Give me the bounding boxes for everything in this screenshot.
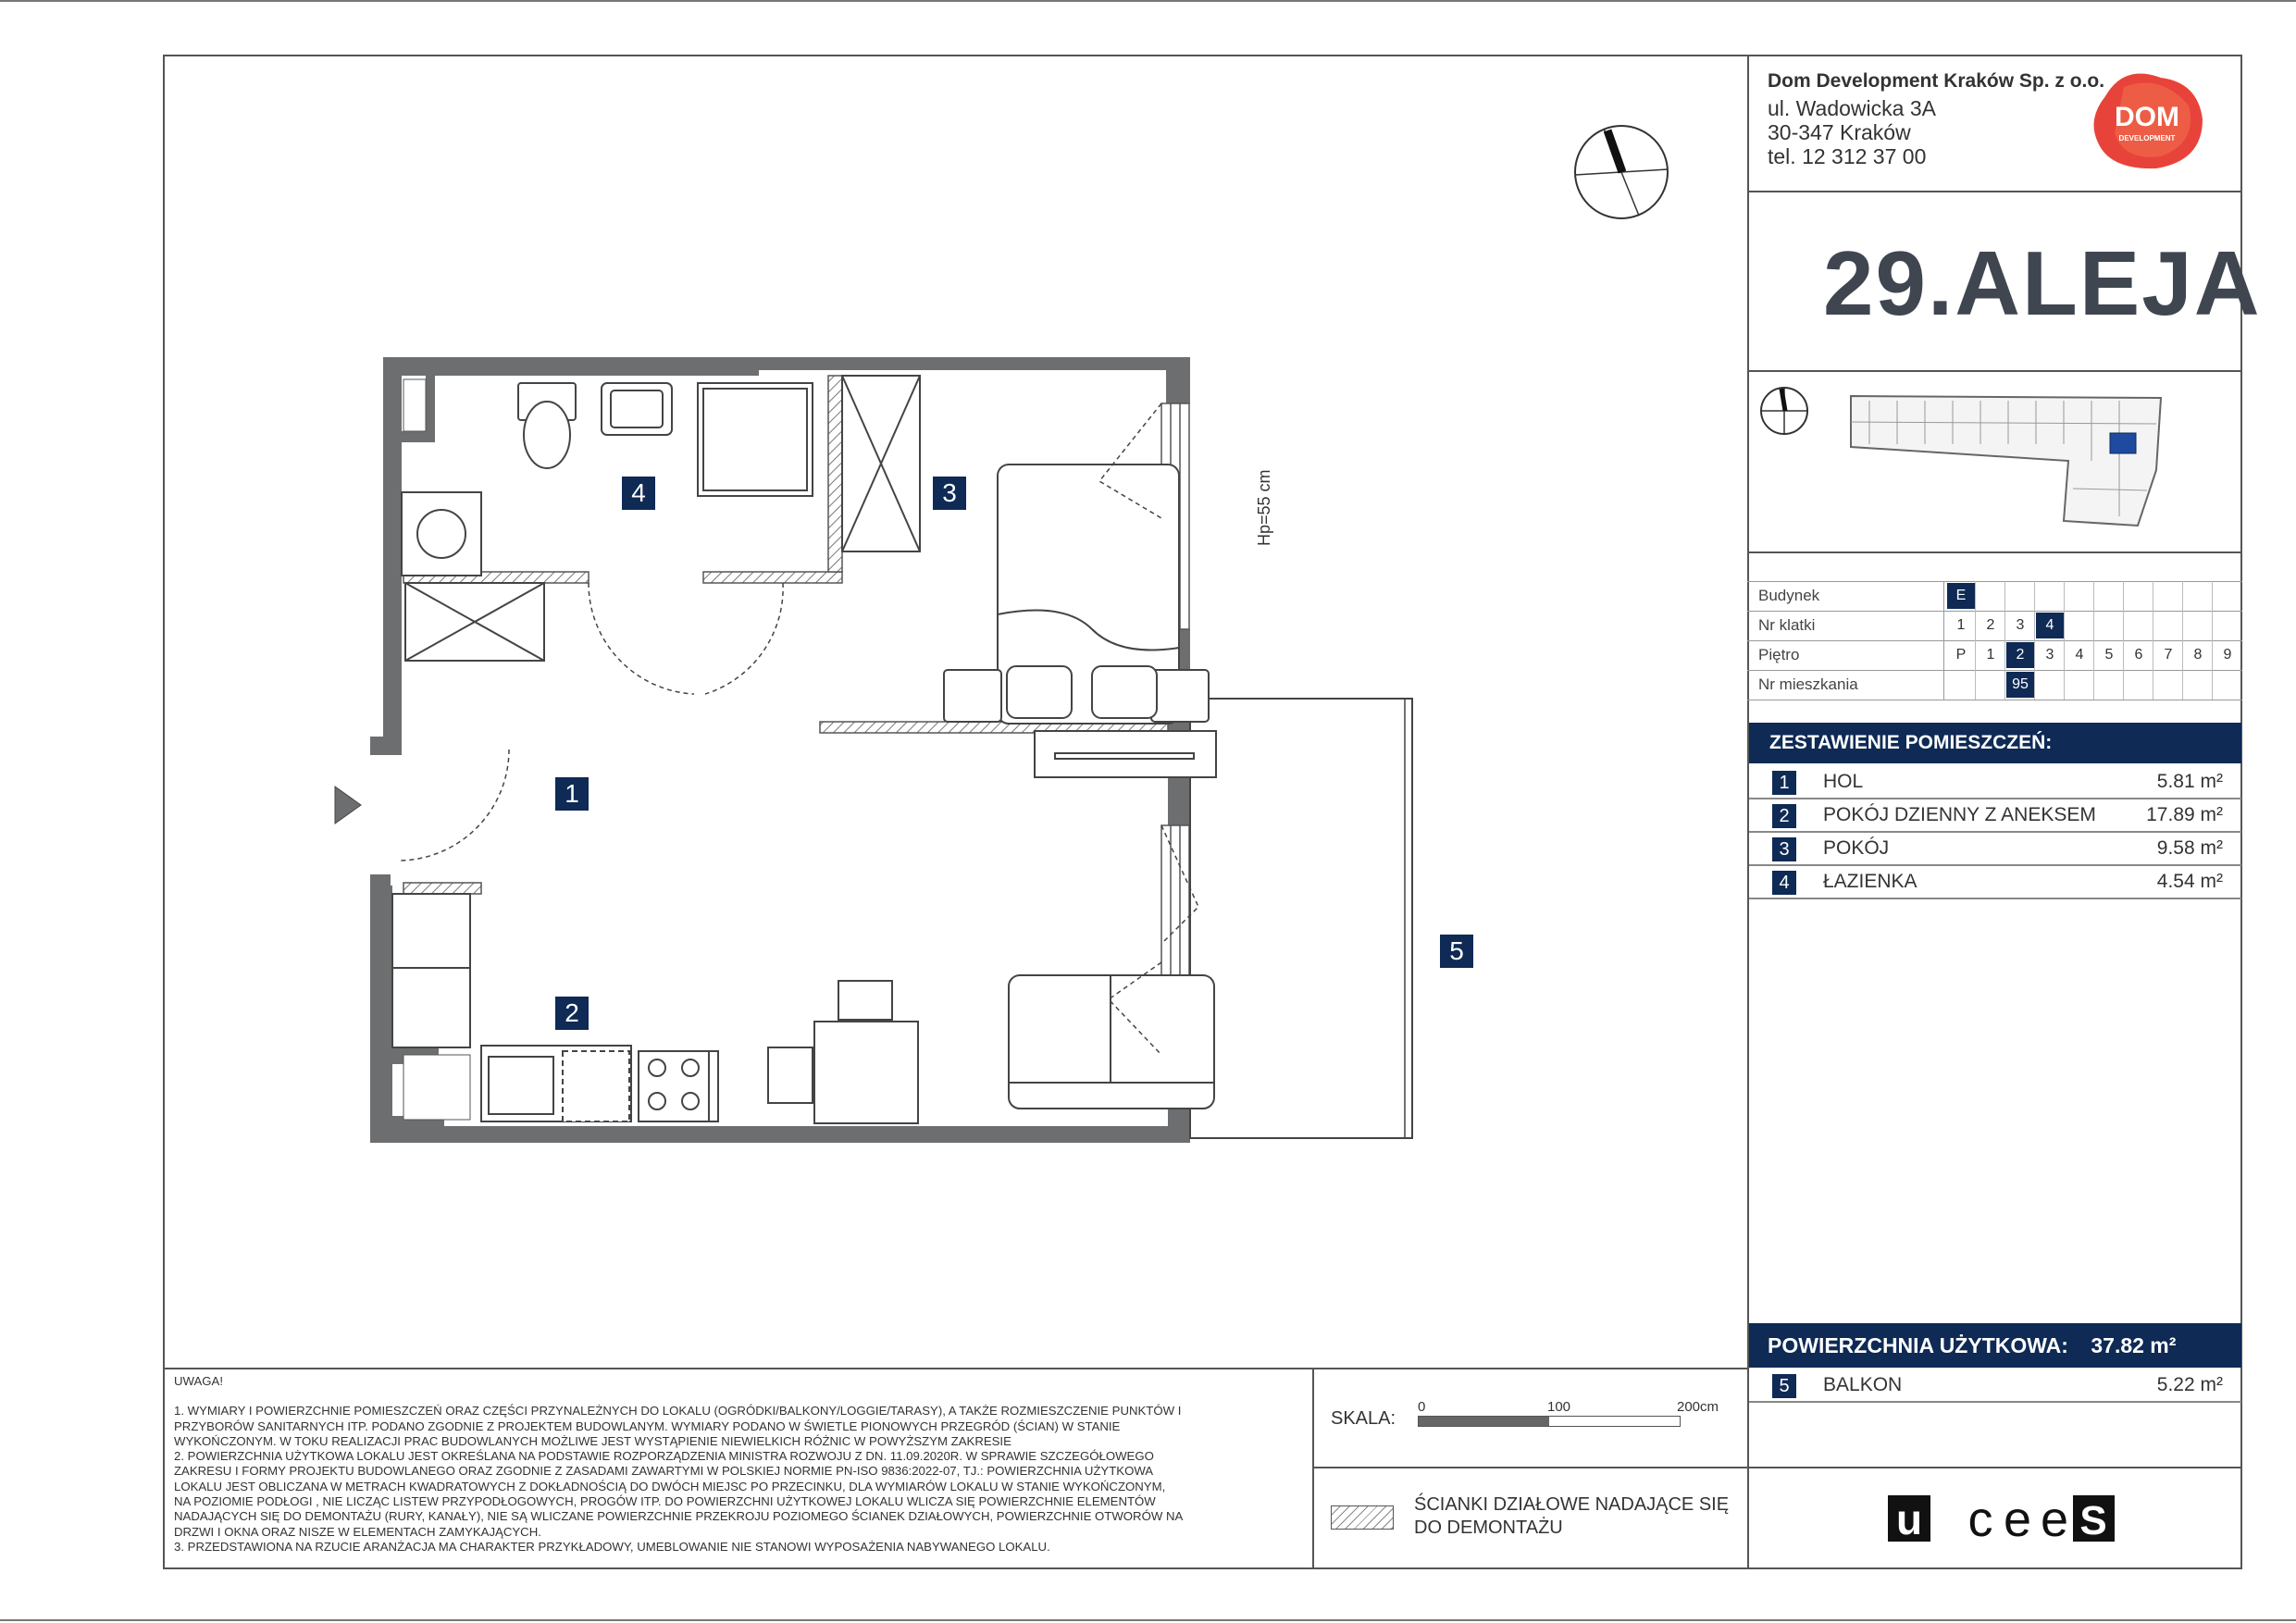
- svg-text:u: u: [1895, 1495, 1923, 1543]
- balcony-row: [1749, 1369, 2241, 1403]
- room-row-1: [1749, 766, 2241, 799]
- building-key-plan: [1842, 387, 2166, 535]
- note-line: 3. PRZEDSTAWIONA NA RZUCIE ARANŻACJA MA CHARAKTER PRZYKŁADOWY, UMEBLOWANIE NIE STANOWI WYPOSAŻENIA NABYWANEGO LOKALU.: [174, 1539, 1050, 1554]
- note-line: WYKOŃCZONYM. W TOKU REALIZACJI PRAC BUDOWLANYCH MOŻLIWE JEST WYSTĄPIENIE NIEWIELKICH RÓŻNIC W POWYŻSZYM ZAKRESIE: [174, 1433, 1011, 1448]
- ucees-logo: [1888, 1492, 2115, 1545]
- company-street: ul. Wadowicka 3A: [1768, 96, 1936, 120]
- floor-9: 9: [2223, 647, 2232, 663]
- apartment-label: Nr mieszkania: [1758, 675, 1858, 693]
- balcony-name: BALKON: [1823, 1374, 1903, 1395]
- note-line: NADAJĄCYCH SIĘ DO DEMONTAŻU (RURY, KANAŁY), NIE SĄ WLICZANE POWIERZCHNIE PRZEKROJU POZIOMEGO ŚCIANEK DZIAŁOWYCH, POWIERZCHNIE OTWORÓW NA: [174, 1509, 1184, 1524]
- note-line: LOKALU JEST OBLICZANA W METRACH KWADRATOWYCH Z DOKŁADNOŚCIĄ DO DWÓCH MIEJSC PO PRZECINKU, DLA WYMIARÓW LOKALU W STANIE WYKOŃCZONYM,: [174, 1479, 1166, 1493]
- room-number: 2: [1772, 804, 1796, 828]
- height-note: Hp=55 cm: [1255, 469, 1273, 546]
- floor-4: 4: [2075, 647, 2084, 663]
- building-label: Budynek: [1758, 587, 1820, 604]
- apartment-number: 95: [2006, 672, 2034, 698]
- svg-text:e: e: [2003, 1492, 2032, 1545]
- usable-area-label: POWIERZCHNIA UŻYTKOWA:: [1768, 1333, 2068, 1357]
- scale-tick-200: 200cm: [1677, 1399, 1719, 1415]
- company-name: Dom Development Kraków Sp. z o.o.: [1768, 70, 2105, 92]
- scale-label: SKALA:: [1331, 1408, 1396, 1429]
- svg-text:c: c: [1967, 1492, 1993, 1545]
- floor-label: Piętro: [1758, 646, 1800, 663]
- room-number: 1: [1772, 771, 1796, 795]
- rooms-section-title: ZESTAWIENIE POMIESZCZEŃ:: [1749, 723, 2241, 763]
- note-line: DRZWI I OKNA ORAZ NISZE W ELEMENTACH ZAMYKAJĄCYCH.: [174, 1524, 541, 1539]
- room-name: POKÓJ DZIENNY Z ANEKSEM: [1823, 804, 2096, 825]
- room-name: HOL: [1823, 771, 1864, 792]
- room-badge-3: 3: [933, 477, 966, 510]
- note-line: 1. WYMIARY I POWIERZCHNIE POMIESZCZEŃ ORAZ CZĘŚCI PRZYNALEŻNYCH DO LOKALU (OGRÓDKI/BALKONY/LOGGIE/TARASY), A TAKŻE ROZMIESZCZENIE PUNKTÓW I: [174, 1404, 1182, 1419]
- floor-7: 7: [2164, 647, 2173, 663]
- legend-line-2: DO DEMONTAŻU: [1414, 1518, 1563, 1538]
- staircase-4: 4: [2036, 613, 2064, 638]
- room-name: ŁAZIENKA: [1823, 871, 1917, 892]
- page-bottom-line: [0, 1619, 2296, 1621]
- room-area: 5.81 m²: [2156, 771, 2223, 792]
- logo-dev-text: DEVELOPMENT: [2118, 134, 2176, 142]
- floor-5: 5: [2104, 647, 2114, 663]
- rule: [1747, 370, 2242, 372]
- hatch-legend-icon: [1331, 1505, 1394, 1530]
- floor-plan: [324, 352, 1582, 1166]
- note-line: PRZYBORÓW SANITARNYCH ITP. PODANO ZGODNIE Z PROJEKTEM BUDOWLANYM. WYMIARY PODANO W ŚWIETLE PIONOWYCH PRZEGRÓD (ŚCIAN) W STANIE: [174, 1419, 1121, 1433]
- north-compass-icon: [1567, 118, 1676, 227]
- legend-line-1: ŚCIANKI DZIAŁOWE NADAJĄCE SIĘ: [1414, 1494, 1730, 1515]
- notes-divider: [163, 1368, 1747, 1369]
- floor-6: 6: [2134, 647, 2143, 663]
- keyplan-compass-icon: [1756, 383, 1812, 439]
- scale-tick-0: 0: [1418, 1399, 1426, 1415]
- usable-area-value: 37.82 m²: [2091, 1333, 2177, 1357]
- floor-3: 3: [2045, 647, 2054, 663]
- staircase-label: Nr klatki: [1758, 616, 1816, 634]
- page-top-line: [0, 0, 2296, 2]
- legend-text: [1414, 1493, 1729, 1540]
- rule: [1747, 191, 2242, 192]
- room-name: POKÓJ: [1823, 837, 1890, 859]
- note-line: 2. POWIERZCHNIA UŻYTKOWA LOKALU JEST OKREŚLANA NA PODSTAWIE ROZPORZĄDZENIA MINISTRA ROZWOJU Z DN. 11.09.2020R. W SPRAWIE SZCZEGÓŁOWEGO: [174, 1449, 1154, 1464]
- building-value: E: [1947, 583, 1975, 609]
- floor-2: 2: [2006, 642, 2034, 668]
- room-row-2: [1749, 799, 2241, 833]
- scale-divider: [1312, 1368, 1314, 1569]
- room-badge-5: 5: [1440, 935, 1473, 968]
- room-badge-2: 2: [555, 997, 589, 1030]
- staircase-1: 1: [1956, 617, 1966, 633]
- notes-block: [174, 1374, 1298, 1555]
- room-area: 4.54 m²: [2156, 871, 2223, 892]
- staircase-2: 2: [1986, 617, 1995, 633]
- staircase-3: 3: [2016, 617, 2025, 633]
- room-area: 17.89 m²: [2146, 804, 2223, 825]
- company-phone: tel. 12 312 37 00: [1768, 144, 1927, 168]
- note-line: NA POZIOMIE PODŁOGI , NIE LICZĄC LISTEW PRZYPODŁOGOWYCH, PROGÓW ITP. DO POWIERZCHNI UŻYTKOWEJ LOKALU WLICZA SIĘ POWIERZCHNIE ELEMENTÓW: [174, 1494, 1156, 1509]
- room-row-4: [1749, 866, 2241, 899]
- logo-dom-text: DOM: [2115, 102, 2179, 132]
- dom-development-logo: [2087, 68, 2207, 172]
- room-badge-4: 4: [622, 477, 655, 510]
- balcony-number: 5: [1772, 1374, 1796, 1398]
- project-logo: 29.ALEJA: [1823, 232, 2262, 334]
- room-row-3: [1749, 833, 2241, 866]
- svg-text:S: S: [2079, 1498, 2107, 1543]
- balcony-area: 5.22 m²: [2156, 1374, 2223, 1395]
- svg-text:e: e: [2040, 1492, 2069, 1545]
- note-line: ZAKRESU I FORMY PROJEKTU BUDOWLANEGO ORAZ ZGODNIE Z ZASADAMI ZAWARTYMI W POLSKIEJ NORMIE PN-ISO 9836:2022-07, TJ.: POWIERZCHNIA UŻYTKOWA: [174, 1464, 1154, 1479]
- rule: [1747, 551, 2242, 553]
- room-area: 9.58 m²: [2156, 837, 2223, 859]
- scale-tick-100: 100: [1547, 1399, 1571, 1415]
- notes-title: UWAGA!: [174, 1374, 223, 1388]
- usable-area-bar: [1749, 1323, 2241, 1368]
- floor-8: 8: [2193, 647, 2203, 663]
- legend-divider: [1312, 1467, 1747, 1468]
- rule: [1747, 1467, 2242, 1468]
- room-badge-1: 1: [555, 777, 589, 811]
- floor-1: 1: [1986, 647, 1995, 663]
- room-number: 3: [1772, 837, 1796, 861]
- room-number: 4: [1772, 871, 1796, 895]
- scale-bar: [1418, 1416, 1681, 1427]
- floor-p: P: [1955, 647, 1967, 663]
- company-city: 30-347 Kraków: [1768, 120, 1911, 144]
